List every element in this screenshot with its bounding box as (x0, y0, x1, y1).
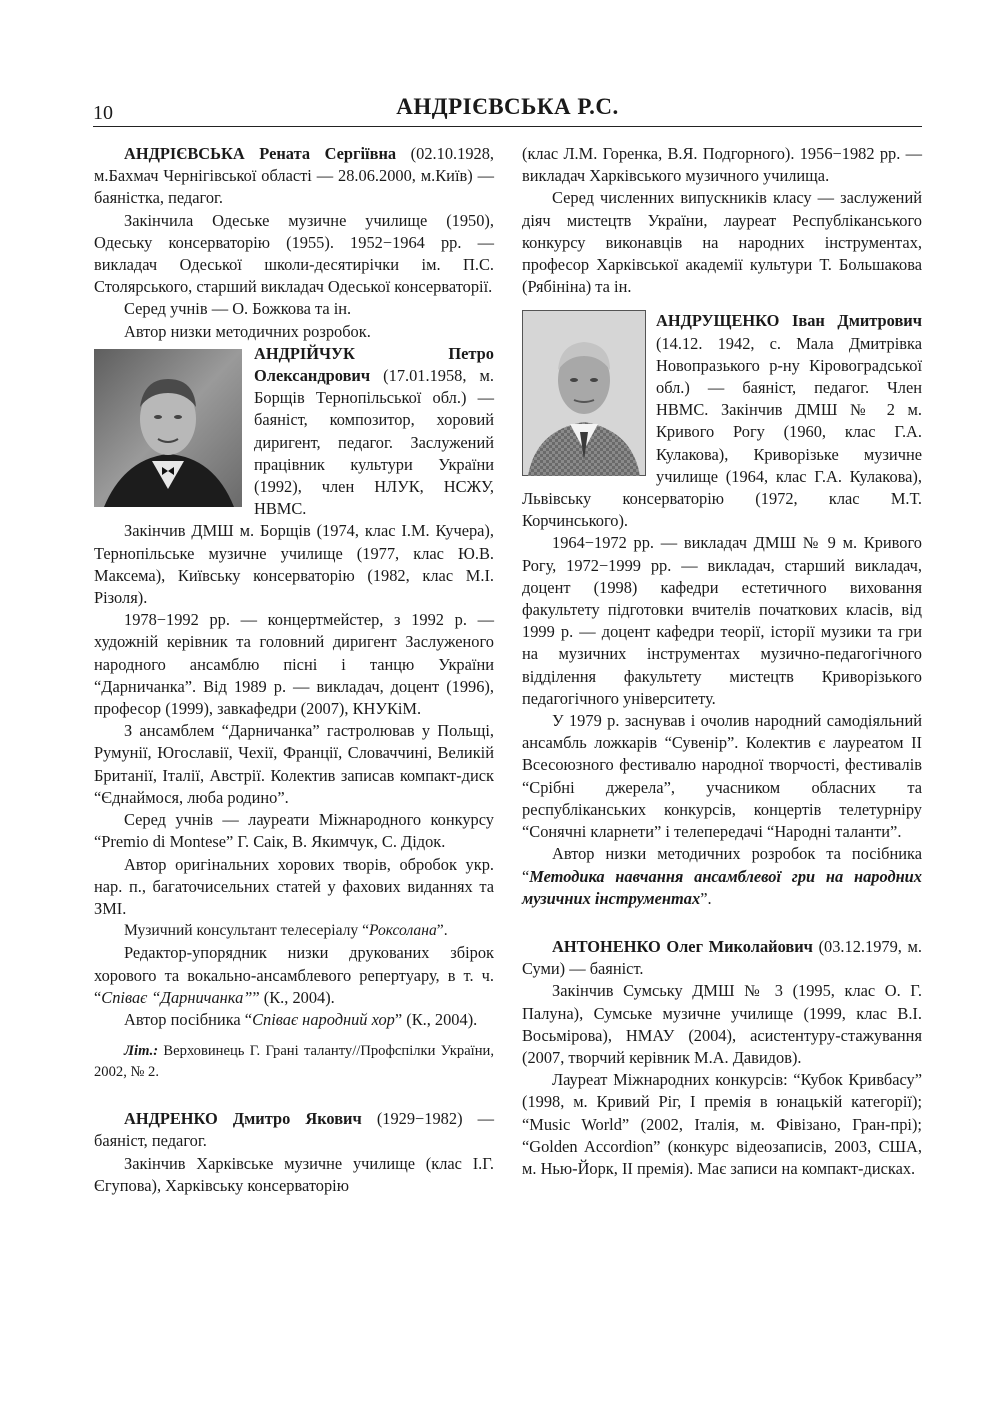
right-column (522, 143, 922, 1180)
paragraph: Закінчив Сумську ДМШ № 3 (1995, клас О. Г. Палуна), Сумське музичне училище (1999, клас В.І. Восьмірова), НМАУ (2004), асистентуру-стажування (2007, творчий керівник М.А. Давидов). (522, 981, 922, 1067)
paragraph: З ансамблем “Дарничанка” гастролював у Польщі, Румунії, Югославії, Чехії, Франції, Словаччині, Великій Британії, Італії, Австрії. Колектив записав компакт-диск “Єднаймося, люба родино”. (94, 721, 494, 807)
entry-name: АНДРІЙЧУК Петро Олександрович (254, 343, 494, 386)
paragraph: Серед учнів — О. Божкова та ін. (124, 299, 352, 319)
entry-andriievska: АНДРІЄВСЬКА Рената Сергіївна (02.10.1928, м.Бахмач Чернігівської області — 28.06.2000, м.Київ) — баяністка, педагог. (94, 144, 494, 208)
paragraph: Закінчив ДМШ м. Борщів (1974, клас І.М. Кучера), Тернопільське музичне училище (1977, клас Ю.В. Максема), Київську консерваторію (1982, клас М.І. Різоля). (94, 521, 494, 608)
paragraph: Автор низки методичних розробок. (124, 321, 371, 341)
left-column (94, 143, 494, 1197)
running-title: АНДРІЄВСЬКА Р.С. (396, 94, 619, 119)
entry-andriichuk: АНДРІЙЧУК Петро Олександрович (17.01.1958, м. Борщів Тернопільської обл.) — баяніст, композитор, хоровий диригент, педагог. Заслужений працівник культури України (1992), член НЛУК, НСЖУ, НВМС. (254, 343, 494, 519)
paragraph: Редактор-упорядник низки друкованих збірок хорового та вокально-ансамблевого репертуару, в т. ч. “Співає “Дарничанка”” (К., 2004). (94, 943, 494, 1007)
paragraph: Закінчила Одеське музичне училище (1950), Одеську консерваторію (1955). 1952−1964 рр. — викладач Одеської школи-десятирічки ім. П.С. Столярського, старший викладач Одеської консерваторії. (94, 210, 494, 297)
paragraph: Автор низки методичних розробок та посібника “Методика навчання ансамблевої гри на народних музичних інструментах”. (522, 844, 922, 908)
entry-name: АНДРУЩЕНКО Іван Дмитрович (656, 311, 922, 331)
paragraph: Музичний консультант телесеріалу “Роксолана”. (124, 922, 448, 940)
entry-andrushchenko: АНДРУЩЕНКО Іван Дмитрович (14.12. 1942, с. Мала Дмитрівка Новопразького р-ну Кіровоградської обл.) — баяніст, педагог. Член НВМС. Закінчив ДМШ № 2 м. Кривого Рогу (1960, клас Г.А. Кулакова), Криворізьке музичне училище (1964, клас Г.А. Кулакова), Львівську консерваторію (1972, клас М.Т. Корчинського). (522, 311, 922, 531)
entry-name: АНТОНЕНКО Олег Миколайович (552, 936, 813, 956)
paragraph: У 1979 р. заснував і очолив народний самодіяльний ансамбль ложкарів “Сувенір”. Колектив є лауреатом ІІ Всесоюзного фестивалю народної творчості, фестивалів “Срібні джерела”, учасником обласних та республіканських конкурсів, концертів телетурніру “Сонячні кларнети” і телепередачі “Народні таланти”. (522, 711, 922, 842)
portrait-photo-andrushchenko (522, 310, 646, 476)
paragraph: Автор оригінальних хорових творів, обробок укр. нар. п., багаточисельних статей у фахових виданнях та ЗМІ. (94, 854, 494, 918)
paragraph: Закінчив Харківське музичне училище (клас І.Г. Єгупова), Харківську консерваторію (94, 1153, 494, 1195)
portrait-photo-andriichuk (94, 349, 242, 507)
entry-name: АНДРЕНКО Дмитро Якович (124, 1109, 362, 1129)
entry-name: АНДРІЄВСЬКА Рената Сергіївна (124, 144, 397, 163)
entry-andrenko: АНДРЕНКО Дмитро Якович (1929−1982) — баяніст, педагог. (94, 1109, 494, 1151)
paragraph: 1978−1992 рр. — концертмейстер, з 1992 р. — художній керівник та головний диригент Заслуженого народного ансамблю пісні і танцю України “Дарничанка”. Від 1989 р. — викладач, доцент (1996), професор (1999), завкафедри (2007), КНУКіМ. (94, 610, 494, 719)
page-number: 10 (93, 102, 113, 124)
paragraph: Серед численних випускників класу — заслужений діяч мистецтв України, лауреат Республіканського конкурсу виконавців на народних інструментах, професор Харківської академії культури Т. Большакова (Рябініна) та ін. (522, 188, 922, 297)
paragraph: Лауреат Міжнародних конкурсів: “Кубок Кривбасу” (1998, м. Кривий Ріг, І премія в юнацькій категорії); “Music World” (2002, Італія, м. Фівізано, Гран-прі); “Golden Accordion” (конкурс відеозаписів, 2003, США, м. Нью-Йорк, ІІ премія). Має записи на компакт-дисках. (522, 1070, 922, 1178)
paragraph: Автор посібника “Співає народний хор” (К., 2004). (124, 1009, 478, 1029)
paragraph: 1964−1972 рр. — викладач ДМШ № 9 м. Кривого Рогу, 1972−1999 рр. — викладач, старший викладач, доцент (1998) кафедри естетичного виховання факультету підготовки вчителів початкових класів, від 1999 р. — доцент кафедри теорії, історії музики та гри на музичних інструментах музично-педагогічного відділення факультету мистецтв Криворізького педагогічного університету. (522, 533, 922, 708)
page-header (93, 94, 922, 127)
paragraph: (клас Л.М. Горенка, В.Я. Подгорного). 1956−1982 рр. — викладач Харківського музичного училища. (522, 144, 922, 186)
literature-note: Літ.: Верховинець Г. Грані таланту//Профспілки України, 2002, № 2. (94, 1043, 494, 1080)
paragraph: Серед учнів — лауреати Міжнародного конкурсу “Premio di Montese” Г. Саік, В. Якимчук, С. Дідок. (94, 810, 494, 852)
entry-antonenko: АНТОНЕНКО Олег Миколайович (03.12.1979, м. Суми) — баяніст. (522, 936, 922, 979)
